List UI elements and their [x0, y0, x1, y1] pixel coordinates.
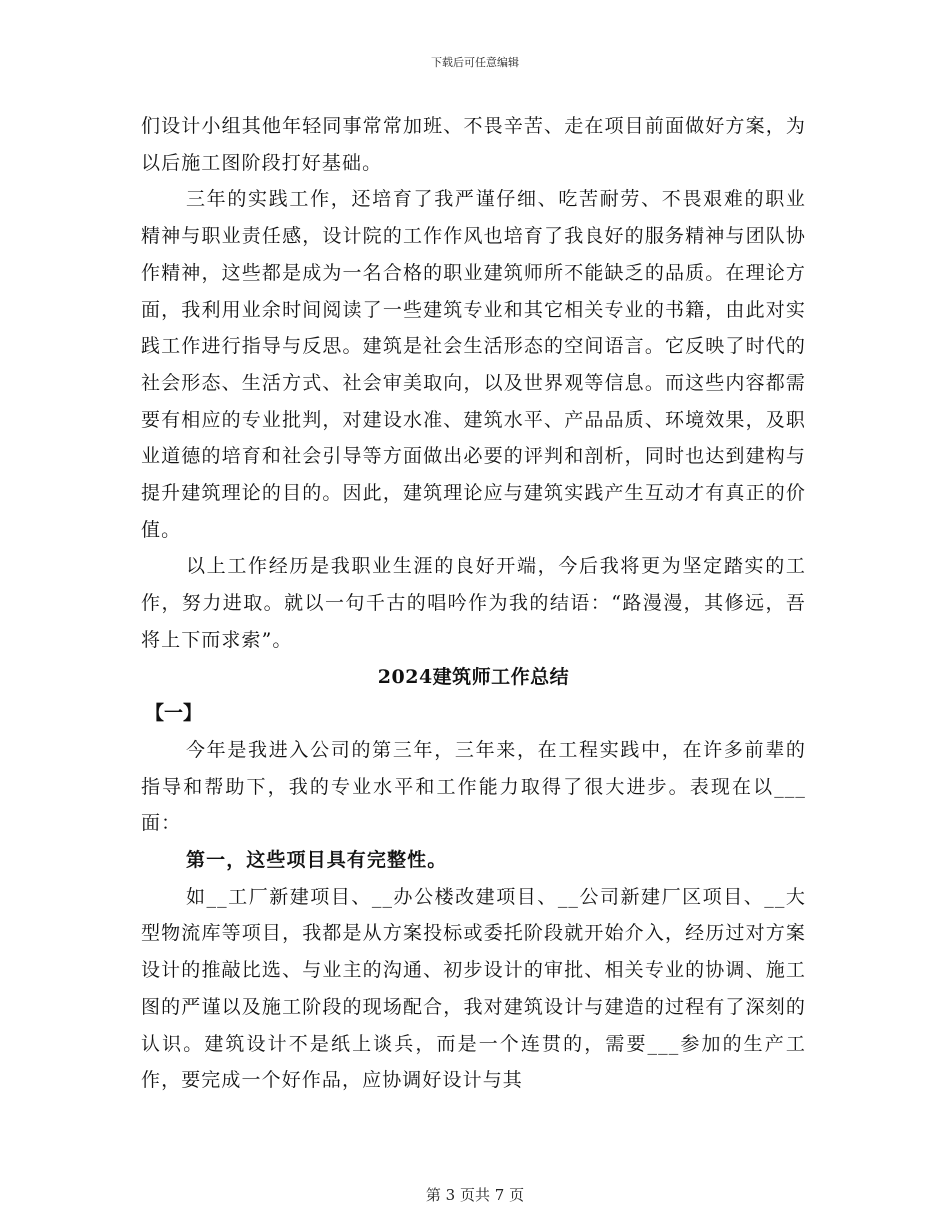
- paragraph-intro: 今年是我进入公司的第三年，三年来，在工程实践中，在许多前辈的指导和帮助下，我的专业水平和工作能力取得了很大进步。表现在以___面：: [141, 738, 806, 835]
- paragraph-practice: 三年的实践工作，还培育了我严谨仔细、吃苦耐劳、不畏艰难的职业精神与职业责任感，设计院的工作作风也培育了我良好的服务精神与团队协作精神，这些都是成为一名合格的职业建筑师所不能缺乏的品质。在理论方面，我利用业余时间阅读了一些建筑专业和其它相关专业的书籍，由此对实践工作进行指导与反思。建筑是社会生活形态的空间语言。它反映了时代的社会形态、生活方式、社会审美取向，以及世界观等信息。而这些内容都需要有相应的专业批判，对建设水准、建筑水平、产品品质、环境效果，及职业道德的培育和社会引导等方面做出必要的评判和剖析，同时也达到建构与提升建筑理论的目的。因此，建筑理论应与建筑实践产生互动才有真正的价值。: [141, 188, 806, 541]
- paragraph-projects: 如__工厂新建项目、__办公楼改建项目、__公司新建厂区项目、__大型物流库等项目，我都是从方案投标或委托阶段就开始介入，经历过对方案设计的推敲比选、与业主的沟通、初步设计的审批、相关专业的协调、施工图的严谨以及施工阶段的现场配合，我对建筑设计与建造的过程有了深刻的认识。建筑设计不是纸上谈兵，而是一个连贯的，需要___参加的生产工作，要完成一个好作品，应协调好设计与其: [141, 885, 806, 1092]
- document-title: 2024建筑师工作总结: [377, 665, 570, 688]
- document-body: [141, 108, 806, 1099]
- subheading-first: 第一，这些项目具有完整性。: [186, 849, 448, 872]
- page-header: 下载后可任意编辑: [431, 56, 519, 69]
- paragraph-continuation: 们设计小组其他年轻同事常常加班、不畏辛苦、走在项目前面做好方案，为以后施工图阶段打好基础。: [141, 115, 806, 174]
- page-footer: 第 3 页共 7 页: [425, 1186, 525, 1204]
- section-marker: 【一】: [145, 702, 203, 725]
- paragraph-conclusion: 以上工作经历是我职业生涯的良好开端，今后我将更为坚定踏实的工作，努力进取。就以一句千古的唱吟作为我的结语：“路漫漫，其修远，吾将上下而求索”。: [141, 555, 806, 651]
